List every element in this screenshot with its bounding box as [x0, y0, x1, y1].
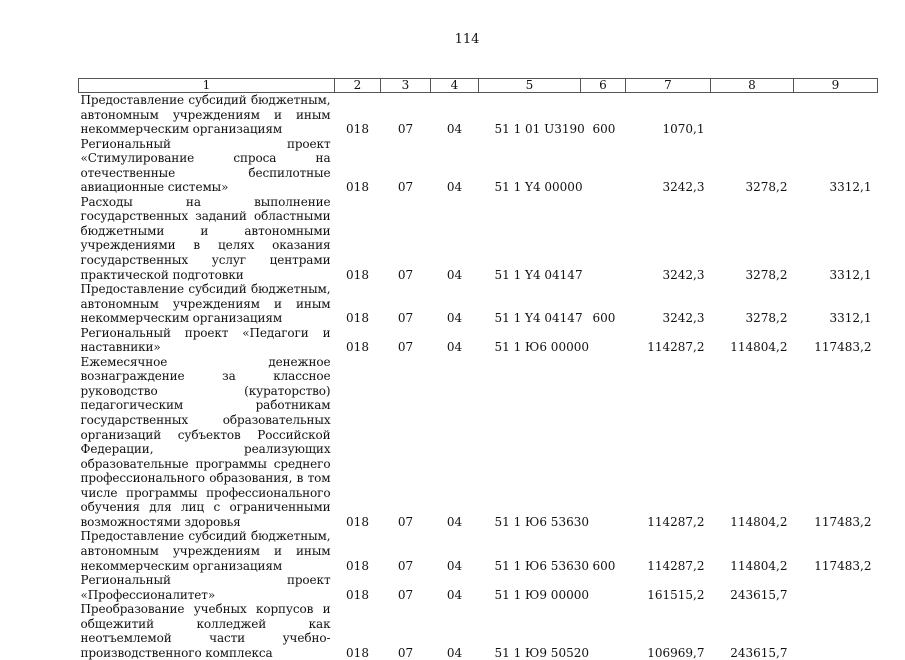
section: 07 [397, 340, 414, 355]
expense-type: 600 [592, 558, 616, 573]
expense-type: 600 [592, 311, 616, 326]
header-cell: 8 [711, 79, 794, 93]
expense-type: 600 [592, 122, 616, 137]
section: 07 [397, 514, 414, 529]
header-cell: 9 [794, 79, 878, 93]
header-cell: 3 [381, 79, 431, 93]
item-name: Предоставление субсидий бюджетным, автономным учреждениям и иным некоммерческим организациям [80, 282, 331, 326]
expense-type [581, 137, 626, 195]
table-row [79, 529, 878, 573]
admin-code: 018 [346, 122, 369, 137]
admin-code: 018 [346, 587, 369, 602]
admin-code: 018 [346, 311, 369, 326]
section: 07 [397, 122, 414, 137]
item-name: Региональный проект «Педагоги и наставники» [80, 325, 331, 355]
table-row [79, 326, 878, 355]
admin-code: 018 [346, 645, 369, 660]
amount-year3: 3312,1 [829, 180, 872, 195]
target-article: 51 1 01 U3190 [494, 122, 585, 137]
section: 07 [397, 180, 414, 195]
amount-year2: 3278,2 [745, 267, 788, 282]
amount-year2: 243615,7 [730, 587, 788, 602]
amount-year1: 3242,3 [662, 311, 705, 326]
item-name: Предоставление субсидий бюджетным, автономным учреждениям и иным некоммерческим организациям [80, 529, 331, 573]
amount-year3: 117483,2 [814, 558, 872, 573]
subsection: 04 [446, 180, 463, 195]
section: 07 [397, 558, 414, 573]
subsection: 04 [446, 558, 463, 573]
table-row [79, 282, 878, 326]
target-article: 51 1 Ю6 00000 [494, 340, 589, 355]
amount-year1: 1070,1 [662, 122, 705, 137]
subsection: 04 [446, 311, 463, 326]
amount-year3: 3312,1 [829, 267, 872, 282]
amount-year1: 114287,2 [647, 340, 705, 355]
section: 07 [397, 645, 414, 660]
amount-year3 [794, 93, 878, 137]
subsection: 04 [446, 645, 463, 660]
admin-code: 018 [346, 514, 369, 529]
amount-year3: 3312,1 [829, 311, 872, 326]
expense-type [581, 195, 626, 282]
admin-code: 018 [346, 180, 369, 195]
amount-year3: 117483,2 [814, 340, 872, 355]
page-number: 114 [454, 32, 480, 47]
amount-year2: 114804,2 [730, 340, 788, 355]
target-article: 51 1 Y4 04147 [494, 267, 583, 282]
subsection: 04 [446, 122, 463, 137]
budget-table [78, 78, 878, 660]
table-row [79, 93, 878, 137]
target-article: 51 1 Ю9 50520 [494, 645, 589, 660]
table-row [79, 355, 878, 530]
target-article: 51 1 Ю6 53630 [494, 558, 589, 573]
amount-year1: 106969,7 [647, 645, 705, 660]
item-name: Региональный проект «Профессионалитет» [80, 573, 331, 602]
item-name: Ежемесячное денежное вознаграждение за классное руководство (кураторство) педагогическим работникам государственных образовательных организаций субъектов Российской Федерации, реализующих образовательные программы среднего профессионального образования, в том числе программы профессионального обучения для лиц с ограниченными возможностями здоровья [80, 354, 331, 529]
subsection: 04 [446, 587, 463, 602]
expense-type [581, 355, 626, 530]
target-article: 51 1 Y4 00000 [494, 180, 583, 195]
table-row [79, 573, 878, 602]
header-cell: 6 [581, 79, 626, 93]
amount-year2: 243615,7 [730, 645, 788, 660]
item-name: Предоставление субсидий бюджетным, автономным учреждениям и иным некоммерческим организациям [80, 93, 331, 137]
amount-year2: 3278,2 [745, 180, 788, 195]
table-row [79, 602, 878, 660]
subsection: 04 [446, 267, 463, 282]
header-cell: 1 [79, 79, 335, 93]
amount-year1: 114287,2 [647, 514, 705, 529]
admin-code: 018 [346, 267, 369, 282]
section: 07 [397, 311, 414, 326]
amount-year1: 161515,2 [647, 587, 705, 602]
table-row [79, 195, 878, 282]
item-name: Расходы на выполнение государственных заданий областными бюджетными и автономными учреждениями в целях оказания государственных услуг центрами практической подготовки [80, 194, 331, 282]
subsection: 04 [446, 340, 463, 355]
section: 07 [397, 267, 414, 282]
admin-code: 018 [346, 558, 369, 573]
amount-year2: 3278,2 [745, 311, 788, 326]
admin-code: 018 [346, 340, 369, 355]
amount-year2 [711, 93, 794, 137]
amount-year1: 3242,3 [662, 180, 705, 195]
amount-year1: 3242,3 [662, 267, 705, 282]
header-cell: 2 [335, 79, 381, 93]
amount-year3 [794, 602, 878, 660]
amount-year3 [794, 573, 878, 602]
amount-year2: 114804,2 [730, 514, 788, 529]
amount-year3: 117483,2 [814, 514, 872, 529]
amount-year1: 114287,2 [647, 558, 705, 573]
section: 07 [397, 587, 414, 602]
target-article: 51 1 Ю6 53630 [494, 514, 589, 529]
target-article: 51 1 Y4 04147 [494, 311, 583, 326]
subsection: 04 [446, 514, 463, 529]
item-name: Преобразование учебных корпусов и общежитий колледжей как неотъемлемой части учебно-производственного комплекса [80, 602, 331, 660]
target-article: 51 1 Ю9 00000 [494, 587, 589, 602]
header-row [79, 79, 878, 93]
header-cell: 5 [479, 79, 581, 93]
table-row [79, 137, 878, 195]
header-cell: 7 [626, 79, 711, 93]
item-name: Региональный проект «Стимулирование спроса на отечественные беспилотные авиационные системы» [80, 136, 331, 195]
amount-year2: 114804,2 [730, 558, 788, 573]
header-cell: 4 [431, 79, 479, 93]
